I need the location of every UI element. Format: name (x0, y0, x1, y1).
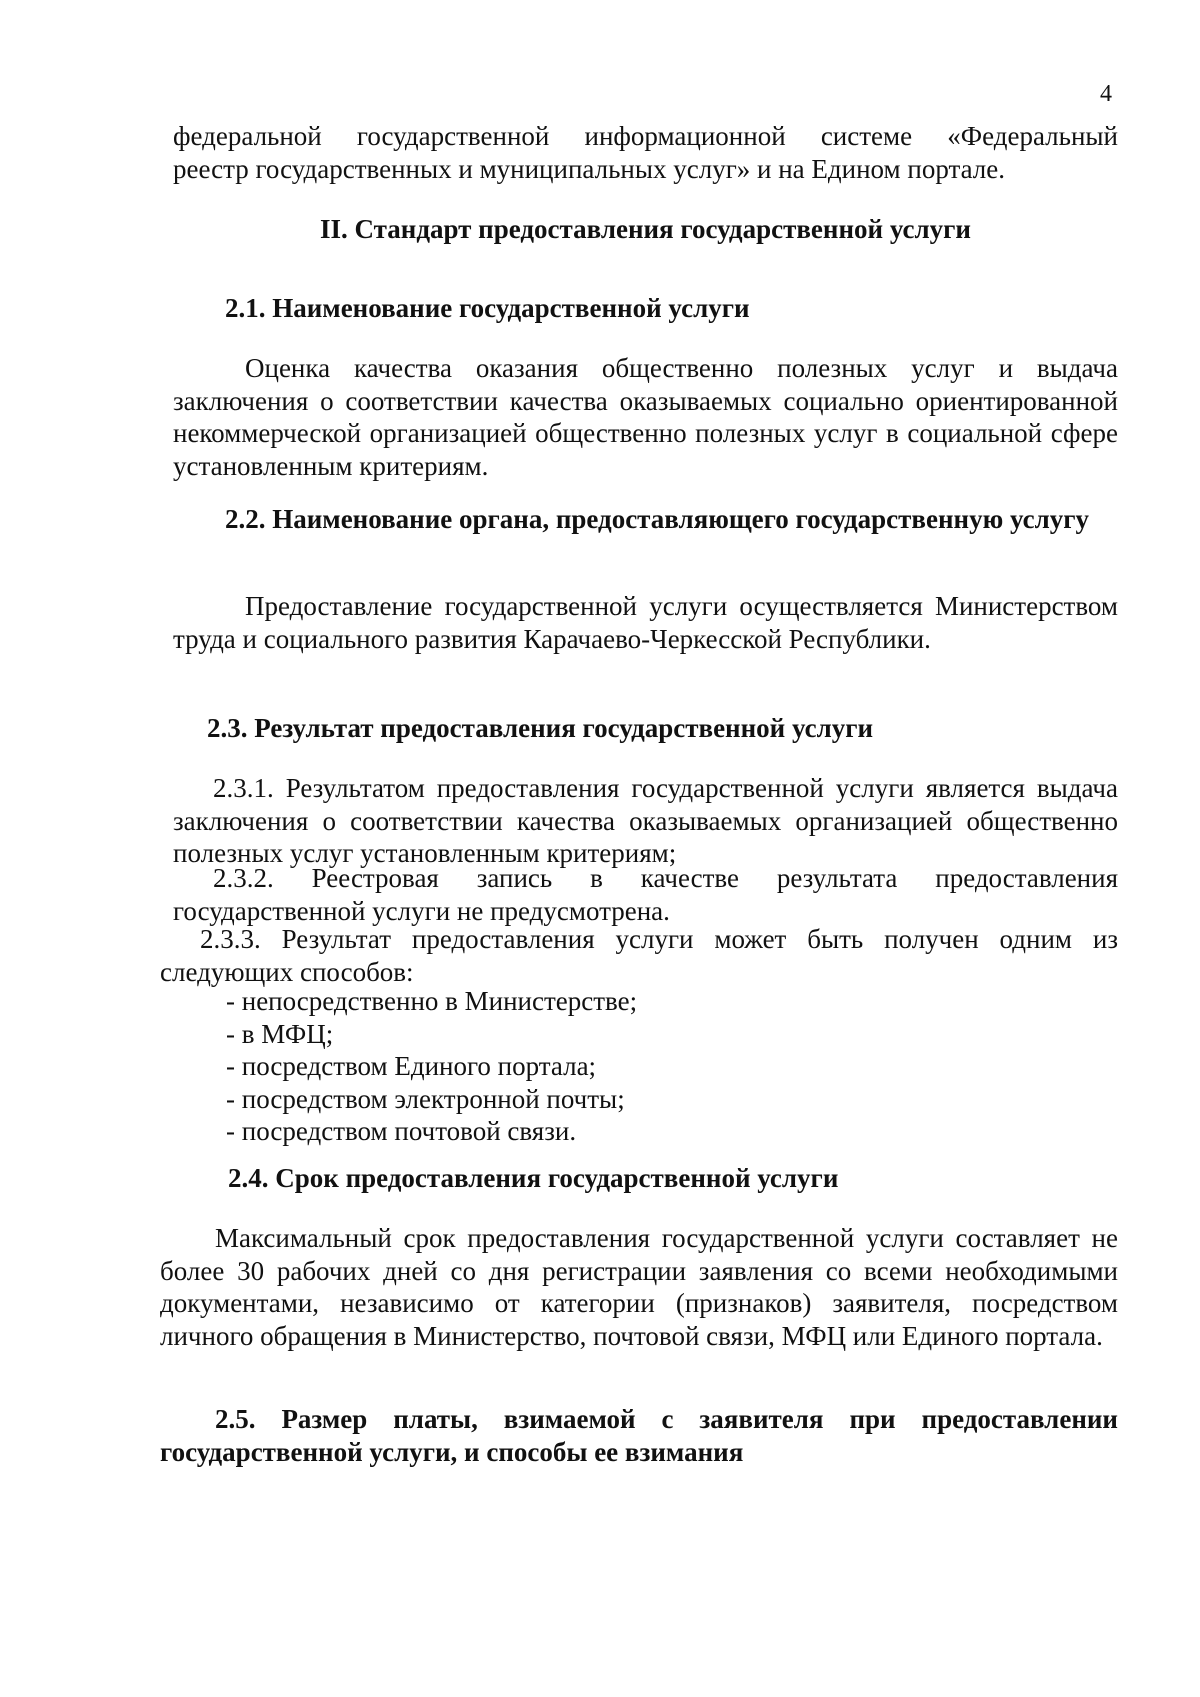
paragraph-2-3-3: 2.3.3. Результат предоставления услуги может быть получен одним из следующих способов: (160, 924, 1118, 987)
heading-2-3: 2.3. Результат предоставления государственной услуги (207, 713, 874, 743)
list-item: - непосредственно в Министерстве; (226, 986, 638, 1016)
result-methods-list (226, 985, 637, 1148)
paragraph-2-1: Оценка качества оказания общественно полезных услуг и выдача заключения о соответствии качества оказываемых социально ориентированной некоммерческой организацией общественно полезных услуг в социальной сфере установленным критериям. (173, 353, 1118, 481)
paragraph-2-3-2: 2.3.2. Реестровая запись в качестве результата предоставления государственной услуги не предусмотрена. (173, 863, 1118, 926)
paragraph-2-2: Предоставление государственной услуги осуществляется Министерством труда и социального развития Карачаево-Черкесской Республики. (173, 591, 1118, 654)
intro-line-2: реестр государственных и муниципальных услуг» и на Едином портале. (173, 153, 1006, 184)
section-title: II. Стандарт предоставления государственной услуги (320, 214, 971, 244)
heading-2-4: 2.4. Срок предоставления государственной услуги (228, 1163, 839, 1193)
page-number: 4 (1100, 81, 1112, 107)
list-item: - посредством Единого портала; (226, 1051, 597, 1081)
heading-2-2: 2.2. Наименование органа, предоставляющего государственную услугу (225, 504, 1090, 534)
paragraph-2-4: Максимальный срок предоставления государственной услуги составляет не более 30 рабочих дней со дня регистрации заявления со всеми необходимыми документами, независимо от категории (признаков) заявителя, посредством личного обращения в Министерство, почтовой связи, МФЦ или Единого портала. (160, 1223, 1118, 1351)
heading-2-1: 2.1. Наименование государственной услуги (225, 293, 750, 323)
list-item: - посредством почтовой связи. (226, 1116, 577, 1146)
list-item: - в МФЦ; (226, 1018, 334, 1049)
heading-2-5: 2.5. Размер платы, взимаемой с заявителя при предоставлении государственной услуги, и способы ее взимания (160, 1404, 1118, 1467)
intro-line-1: федеральной государственной информационной системе «Федеральный (173, 121, 1118, 151)
paragraph-2-3-1: 2.3.1. Результатом предоставления государственной услуги является выдача заключения о соответствии качества оказываемых организацией общественно полезных услуг установленным критериям; (173, 773, 1118, 868)
list-item: - посредством электронной почты; (226, 1083, 625, 1114)
intro-paragraph (173, 120, 1118, 185)
